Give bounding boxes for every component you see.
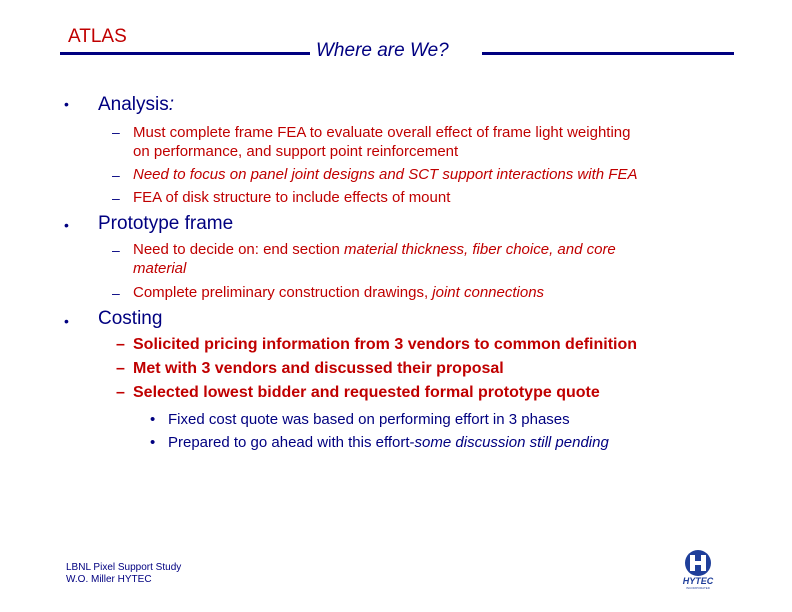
analysis-item-2: Need to focus on panel joint designs and SCT support interactions with FEA (133, 166, 638, 183)
subitem-text: Prepared to go ahead with this effort- (168, 434, 415, 451)
header-rule-right (482, 52, 734, 55)
slide-subtitle: Where are We? (316, 40, 449, 61)
dash-marker: – (112, 242, 120, 258)
heading-suffix: : (168, 94, 175, 115)
footer-line-1: LBNL Pixel Support Study (66, 562, 182, 573)
item-text-italic: material (133, 260, 187, 277)
footer-line-2: W.O. Miller HYTEC (66, 574, 152, 585)
costing-item-2: Met with 3 vendors and discussed their proposal (133, 360, 504, 377)
slide-title: ATLAS (68, 26, 127, 47)
item-line (133, 240, 616, 259)
bullet-marker: • (64, 96, 69, 112)
costing-subitem-2 (168, 432, 609, 454)
dash-marker: – (116, 384, 125, 401)
section-heading-prototype-frame: Prototype frame (98, 213, 234, 234)
subitem-text: Fixed cost quote was based on performing effort in 3 phases (168, 411, 570, 428)
bullet-marker: • (64, 217, 69, 233)
dash-marker: – (116, 360, 125, 377)
costing-subitem-1 (168, 409, 570, 431)
dash-marker: – (116, 336, 125, 353)
sub-bullet-marker: • (150, 411, 156, 428)
sub-bullet-marker: • (150, 434, 156, 451)
hytec-logo (668, 546, 728, 590)
item-text-italic: joint connections (432, 284, 545, 301)
dash-marker: – (112, 124, 120, 140)
logo-tagline: INCORPORATED (686, 586, 710, 590)
item-text: Complete preliminary construction drawings, (133, 284, 433, 301)
item-text: Need to decide on: end section (133, 241, 344, 258)
section-heading-costing: Costing (98, 308, 163, 329)
heading-text: Analysis (98, 94, 169, 115)
subitem-text-italic: some discussion still pending (414, 434, 609, 451)
item-text-italic: material thickness, fiber choice, and core (343, 241, 616, 258)
dash-marker: – (112, 190, 120, 206)
costing-item-1: Solicited pricing information from 3 vendors to common definition (133, 336, 638, 353)
dash-marker: – (112, 285, 120, 301)
item-line: Must complete frame FEA to evaluate overall effect of frame light weighting (133, 124, 631, 141)
item-line: on performance, and support point reinforcement (133, 143, 459, 160)
section-heading-analysis (98, 94, 174, 116)
item-line (133, 259, 616, 278)
bullet-marker: • (64, 313, 69, 329)
analysis-item-1 (133, 123, 630, 161)
analysis-item-3: FEA of disk structure to include effects of mount (133, 189, 451, 206)
costing-item-3: Selected lowest bidder and requested formal prototype quote (133, 384, 600, 401)
footer (66, 562, 181, 586)
logo-text: HYTEC (682, 576, 714, 586)
dash-marker: – (112, 167, 120, 183)
prototype-item-1 (133, 240, 616, 278)
prototype-item-2 (133, 283, 544, 302)
header-rule-left (60, 52, 310, 55)
